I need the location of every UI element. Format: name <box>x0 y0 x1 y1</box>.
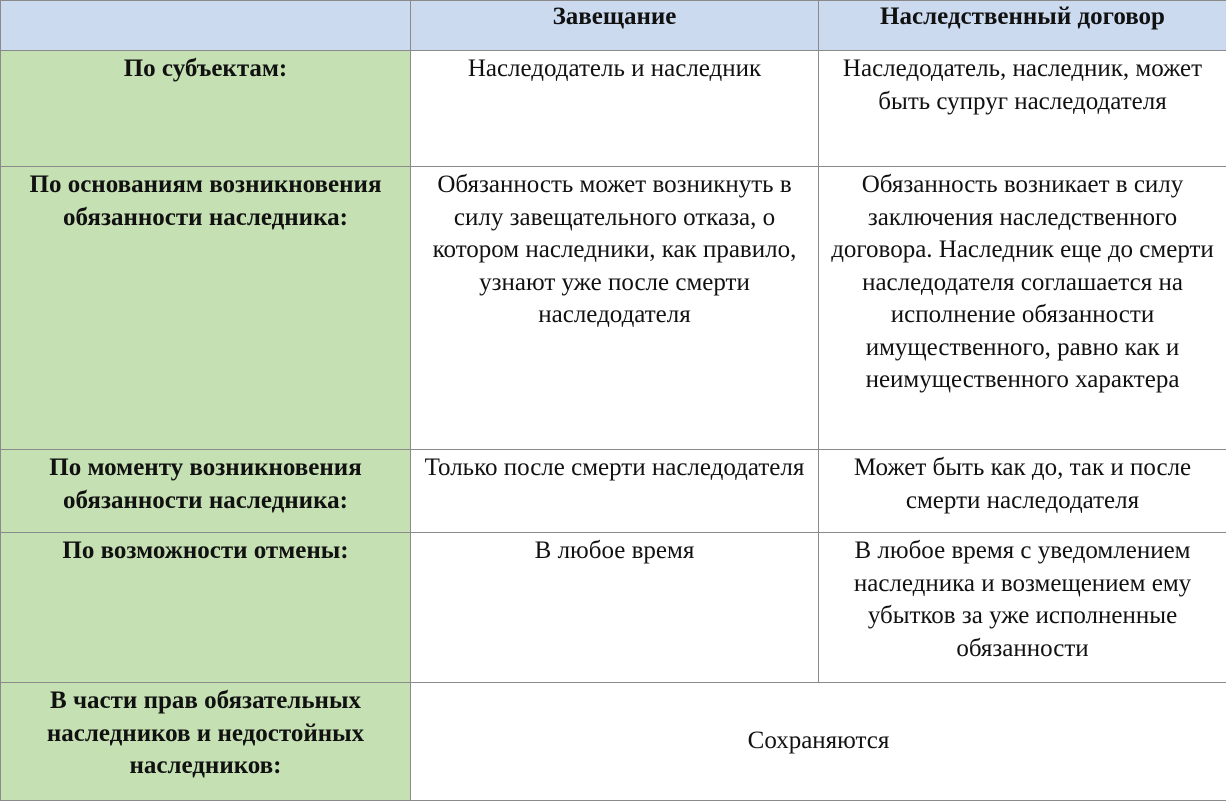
row-label: В части прав обязательных наследников и недостойных наследников: <box>1 683 411 801</box>
header-will: Завещание <box>411 1 819 51</box>
row-label: По основаниям возникновения обязанности наследника: <box>1 167 411 450</box>
contract-cell: Может быть как до, так и после смерти наследодателя <box>819 450 1226 533</box>
contract-cell: Обязанность возникает в силу заключения наследственного договора. Наследник еще до смерти наследодателя соглашается на исполнение обязанности имущественного, равно как и неимущественного характера <box>819 167 1226 450</box>
will-cell: Только после смерти наследодателя <box>411 450 819 533</box>
table-row <box>1 450 1226 533</box>
will-cell: Наследодатель и наследник <box>411 51 819 167</box>
contract-cell: Наследодатель, наследник, может быть супруг наследодателя <box>819 51 1226 167</box>
header-inheritance-contract: Наследственный договор <box>819 1 1226 51</box>
table-row <box>1 533 1226 683</box>
will-cell: В любое время <box>411 533 819 683</box>
table-row <box>1 51 1226 167</box>
header-row <box>1 1 1226 51</box>
row-label: По субъектам: <box>1 51 411 167</box>
table-row <box>1 167 1226 450</box>
merged-cell: Сохраняются <box>411 683 1226 801</box>
contract-cell: В любое время с уведомлением наследника и возмещением ему убытков за уже исполненные обязанности <box>819 533 1226 683</box>
will-cell: Обязанность может возникнуть в силу завещательного отказа, о котором наследники, как правило, узнают уже после смерти наследодателя <box>411 167 819 450</box>
table-row <box>1 683 1226 801</box>
row-label: По моменту возникновения обязанности наследника: <box>1 450 411 533</box>
row-label: По возможности отмены: <box>1 533 411 683</box>
header-corner-cell <box>1 1 411 51</box>
